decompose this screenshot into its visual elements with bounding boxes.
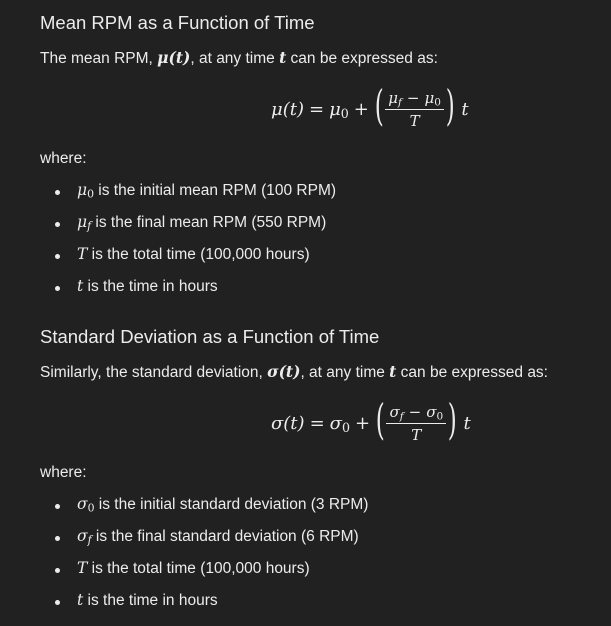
math-variable: t bbox=[389, 362, 397, 381]
right-paren: ) bbox=[447, 395, 457, 444]
equation-tail: t bbox=[461, 98, 469, 120]
math-variable: t bbox=[279, 48, 287, 67]
equation-equals: = bbox=[309, 412, 325, 434]
equation-tail: t bbox=[463, 412, 471, 434]
right-paren: ) bbox=[445, 81, 455, 130]
bullet-icon bbox=[55, 286, 60, 291]
bullet-icon bbox=[55, 504, 60, 509]
bullet-icon bbox=[55, 254, 60, 259]
left-paren: ( bbox=[374, 81, 384, 130]
bullet-icon bbox=[55, 190, 60, 195]
left-paren: ( bbox=[375, 395, 385, 444]
fraction-denominator: T bbox=[411, 425, 422, 444]
equation-plus: + bbox=[353, 98, 369, 120]
bullet-icon bbox=[55, 222, 60, 227]
fraction-numerator: $\mu_f - \mu_0$ bbox=[385, 89, 444, 110]
equation-equals: = bbox=[308, 98, 325, 120]
bullet-icon bbox=[55, 600, 60, 605]
equation-base: $\mu_0$ bbox=[329, 98, 349, 121]
bullet-icon bbox=[55, 568, 60, 573]
bullet-icon bbox=[55, 536, 60, 541]
equation-base: $\sigma_0$ bbox=[329, 412, 350, 435]
equation-mean-rpm bbox=[271, 81, 469, 134]
equation-plus: + bbox=[354, 412, 371, 434]
equation-lhs: σ(t) bbox=[271, 412, 305, 434]
equation-fraction bbox=[385, 89, 444, 130]
where-label: where: bbox=[40, 150, 87, 167]
section-heading-mean-rpm: Mean RPM as a Function of Time bbox=[40, 12, 315, 33]
math-symbol: μ(t) bbox=[157, 48, 191, 67]
section-heading-std-dev: Standard Deviation as a Function of Time bbox=[40, 326, 380, 347]
fraction-denominator: T bbox=[409, 111, 420, 130]
intro-paragraph-mean: The mean RPM, μ(t), at any time t can be expressed as: bbox=[40, 48, 438, 67]
fraction-numerator: $\sigma_f - \sigma_0$ bbox=[386, 403, 446, 424]
equation-fraction bbox=[386, 403, 446, 444]
equation-std-dev bbox=[271, 395, 471, 448]
equation-lhs: μ(t) bbox=[271, 98, 304, 120]
intro-paragraph-std: Similarly, the standard deviation, σ(t), at any time t can be expressed as: bbox=[40, 362, 548, 381]
where-label: where: bbox=[40, 464, 87, 481]
math-symbol: σ(t) bbox=[267, 362, 301, 381]
